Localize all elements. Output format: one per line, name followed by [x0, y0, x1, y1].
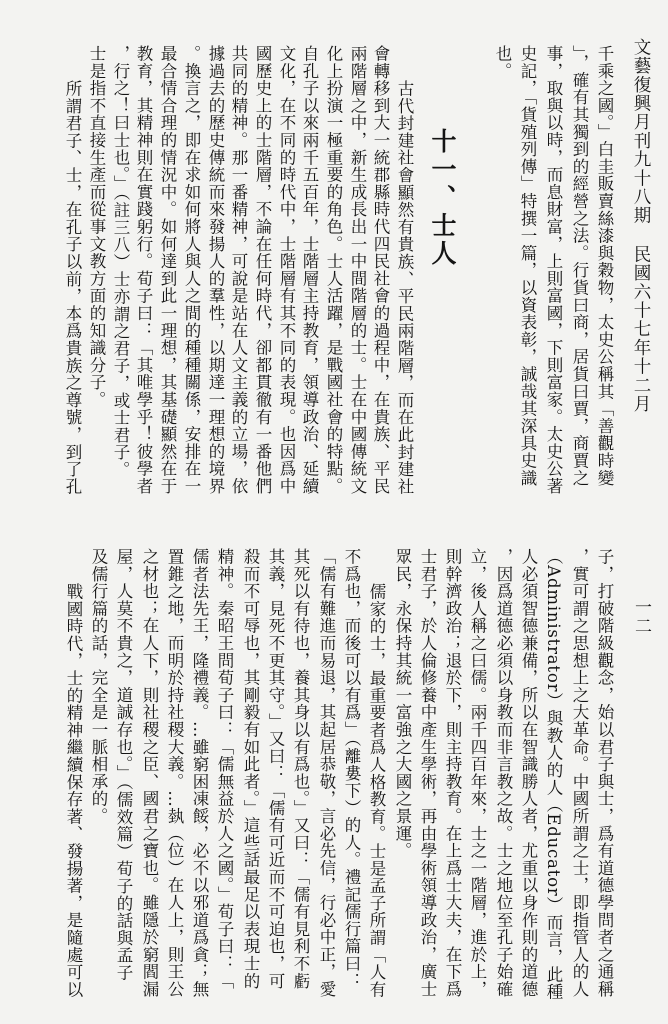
text-column: 會轉移到大一統郡縣時代四民社會的過程中，在貴族、平民 [371, 45, 390, 495]
page-number: 一二 [631, 598, 651, 636]
text-column: 據過去的歷史傳統而來發揚人的羣性，以期達一理想的境界 [206, 45, 225, 495]
text-column: 教育，其精神則在實踐躬行。荀子曰：「其唯學乎！彼學者 [134, 45, 153, 495]
text-column: 史記，「貨殖列傳」特撰一篇，以資表彰，誠哉其深具史識 [518, 45, 537, 487]
text-column: 文化，在不同的時代中，士階層有其不同的表現。也因爲中 [277, 45, 296, 495]
text-column: 其死以有待也，養其身以有爲也。」又曰：「儒有見利不虧 [291, 548, 310, 990]
text-column: 立，後人稱之曰儒。兩千四百年來，士之一階層，進於上， [468, 548, 487, 998]
text-column: ，實可謂之思想上之大革命。中國所謂之士，即指管人的人 [570, 548, 589, 998]
text-column: 及儒行篇的話，完全是一脈相承的。 [89, 548, 108, 825]
text-column: 之材也；在人下，則社稷之臣、國君之寶也。雖隱於窮閻漏 [140, 548, 159, 998]
text-column: 置錐之地，而明於持社稷大義。…埶（位）在人上，則王公 [165, 548, 184, 998]
text-column: 」，確有其獨到的經營之法。行貨曰商，居貨曰賈，商賈之 [570, 45, 589, 487]
text-column: 「儒有難進而易退，其起居恭敬，言必先信，行必中正，愛 [317, 548, 336, 998]
text-column: （Administrator）與教人的人（Educator）而言，此種 [544, 548, 563, 1001]
text-column: 兩階層之中，新生成長出一中間階層的士。士在中國傳統文 [348, 45, 367, 495]
text-column: 其義，見死不更其守。」又曰：「儒有可近而不可迫也，可 [266, 548, 285, 990]
section-heading: 十一、士人 [428, 128, 457, 268]
text-column: ，因爲道德必須以身教而非言教之故。士之地位至孔子始確 [494, 548, 513, 998]
text-column: 戰國時代，士的精神繼續保存著、發揚著，是隨處可以 [64, 582, 83, 998]
text-column: 古代封建社會顯然有貴族、平民兩階層，而在此封建社 [395, 79, 414, 495]
text-column: 則幹濟政治；退於下，則主持教育。在上爲士大夫，在下爲 [443, 548, 462, 998]
text-column: 士君子，於人倫修養中產生學術，再由學術領導政治，廣士 [418, 548, 437, 998]
text-column: 儒者法先王，隆禮義。…雖窮困凍餒，必不以邪道爲貪；無 [190, 548, 209, 998]
text-column: 。換言之，即在求如何將人與人之間的種種關係，安排在一 [182, 45, 201, 495]
text-column: 國歷史上的士階層，不論在任何時代，卻都貫徹有一番他們 [253, 45, 272, 495]
text-column: 眾民，永保持其統一富強之大國之景運。 [393, 548, 412, 860]
text-column: 殺而不可辱也，其剛毅有如此者。」這些話最足以表現士的 [241, 548, 260, 990]
text-column: 自孔子以來兩千五百年，士階層主持教育，領導政治、延續 [300, 45, 319, 495]
text-column: ，行之！曰士也。」（註三八）士亦謂之君子，或士君子。 [111, 45, 130, 479]
issue-date: 民國六十七年十二月 [631, 245, 651, 414]
text-column: 最合情合理的情況中。如何達到此一理想，其基礎顯然在于 [158, 45, 177, 495]
journal-title: 文藝復興月刊九十八期 [631, 38, 651, 225]
text-column: 千乘之國。」白圭販賣絲漆與穀物，太史公稱其「善觀時變 [595, 45, 614, 487]
text-column: 共同的精神。那一番精神，可說是站在人文主義的立場，依 [229, 45, 248, 495]
text-column: 化上扮演一極重要的角色。士人活躍，是戰國社會的特點。 [324, 45, 343, 495]
text-column: 所謂君子、士，在孔子以前，本爲貴族之尊號，到了孔 [63, 79, 82, 495]
text-column: 儒家的士，最重要者爲人格教育。士是孟子所謂「人有 [367, 582, 386, 998]
text-column: 屋，人莫不貴之，道誠存也。」（儒效篇）荀子的話與孟子 [114, 548, 133, 982]
text-column: 人必須智德兼備，所以在智識勝人者，尤重以身作則的道德 [519, 548, 538, 998]
text-column: 也。 [493, 45, 512, 80]
text-column: 士是指不直接生產而從事文教方面的知識分子。 [87, 45, 106, 409]
text-column: 不爲也，而後可以有爲」（離婁下）的人。禮記儒行篇曰： [342, 548, 361, 990]
text-column: 子，打破階級觀念，始以君子與士，爲有道德學問者之通稱 [595, 548, 614, 998]
text-column: 事，取與以時，而息財富，上則富國，下則富家。太史公著 [544, 45, 563, 495]
text-column: 精神。秦昭王問荀子曰：「儒無益於人之國。」荀子曰：「 [215, 548, 234, 990]
